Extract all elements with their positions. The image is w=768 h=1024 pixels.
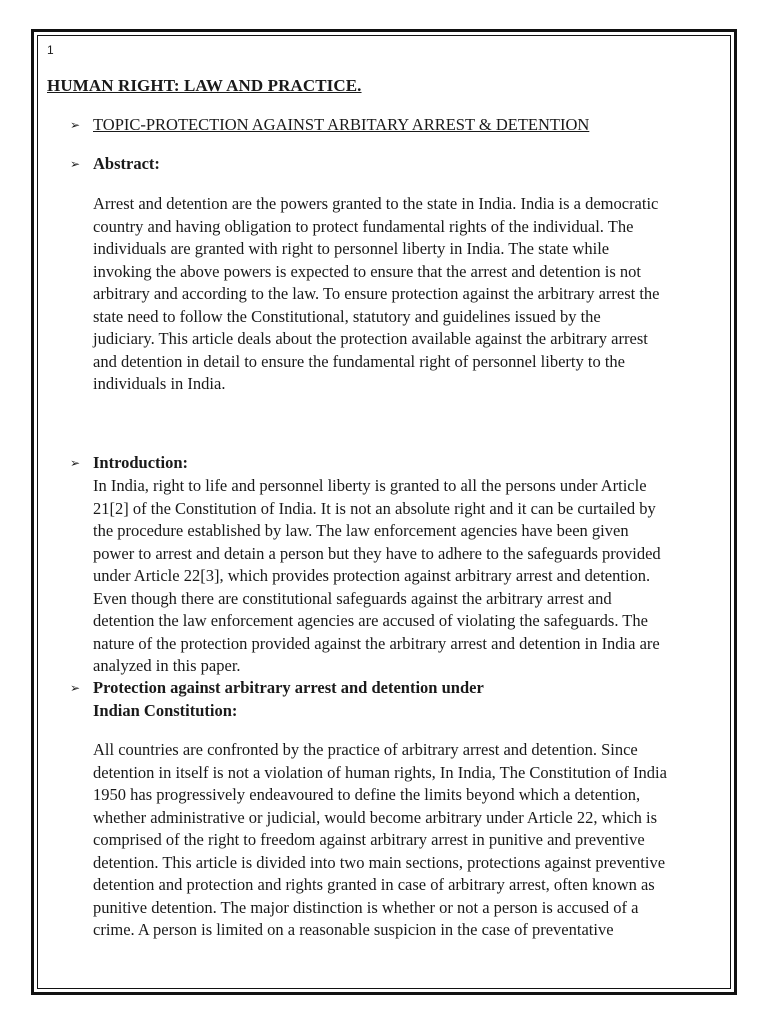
arrow-bullet-icon: ➢ <box>70 681 81 695</box>
paragraph-line: under Article 22[3], which provides protection against arbitrary arrest and detention. <box>93 566 651 585</box>
protection-bullet <box>70 677 484 722</box>
paragraph-line: punitive detention. The major distinction is whether or not a person is accused of a <box>93 897 639 917</box>
introduction-bullet <box>70 453 188 473</box>
paragraph-line: individuals are granted with right to personnel liberty in India. The state while <box>93 239 610 258</box>
paragraph-line: the procedure established by law. The law enforcement agencies have been given <box>93 521 629 540</box>
paragraph-line: state need to follow the Constitutional, statutory and guidelines issued by the <box>93 306 601 326</box>
protection-heading-line2: Indian Constitution: <box>93 700 238 720</box>
paragraph-line: comprised of the right to freedom against arbitrary arrest in punitive and preventive <box>93 830 645 849</box>
paragraph-line: power to arrest and detain a person but they have to adhere to the safeguards provided <box>93 543 661 563</box>
arrow-bullet-icon: ➢ <box>70 456 81 470</box>
paragraph-line: 21[2] of the Constitution of India. It is not an absolute right and it can be curtailed by <box>93 498 656 518</box>
paragraph-line: detention and protection and rights granted in case of arbitrary arrest, often known as <box>93 875 655 894</box>
paragraph-line: arbitrary and according to the law. To ensure protection against the arbitrary arrest the <box>93 284 660 303</box>
paragraph-line: detention. This article is divided into two main sections, protections against preventive <box>93 852 666 872</box>
abstract-heading: Abstract: <box>93 154 160 173</box>
abstract-bullet <box>70 154 160 174</box>
paragraph-line: Arrest and detention are the powers granted to the state in India. India is a democratic <box>93 194 659 213</box>
introduction-heading: Introduction: <box>93 453 189 472</box>
paragraph-line: All countries are confronted by the practice of arbitrary arrest and detention. Since <box>93 740 638 759</box>
protection-heading-line1: Protection against arbitrary arrest and detention under <box>93 678 484 697</box>
paragraph-line: In India, right to life and personnel liberty is granted to all the persons under Article <box>93 476 647 495</box>
abstract-paragraph <box>93 193 723 396</box>
paragraph-line: analyzed in this paper. <box>93 656 241 675</box>
paragraph-line: whether administrative or judicial, would become arbitrary under Article 22, which is <box>93 807 658 827</box>
paragraph-line: invoking the above powers is expected to ensure that the arrest and detention is not <box>93 261 642 281</box>
paragraph-line: 1950 has progressively endeavoured to define the limits beyond which a detention, <box>93 785 641 804</box>
paragraph-line: detention in itself is not a violation of human rights, In India, The Constitution of India <box>93 762 667 782</box>
protection-paragraph <box>93 739 723 942</box>
page-number: 1 <box>47 43 54 57</box>
arrow-bullet-icon: ➢ <box>70 118 81 132</box>
topic-text: TOPIC-PROTECTION AGAINST ARBITARY ARREST & DETENTION <box>93 115 590 134</box>
paragraph-line: judiciary. This article deals about the protection available against the arbitrary arrest <box>93 329 648 348</box>
paragraph-line: detention the law enforcement agencies are accused of violating the safeguards. The <box>93 611 648 630</box>
arrow-bullet-icon: ➢ <box>70 157 81 171</box>
topic-bullet <box>70 115 589 135</box>
introduction-paragraph <box>93 475 723 678</box>
paragraph-line: country and having obligation to protect fundamental rights of the individual. The <box>93 216 634 236</box>
paragraph-line: crime. A person is limited on a reasonable suspicion in the case of preventative <box>93 920 614 939</box>
paragraph-line: Even though there are constitutional safeguards against the arbitrary arrest and <box>93 588 612 608</box>
paragraph-line: individuals in India. <box>93 374 226 393</box>
paragraph-line: nature of the protection provided against the arbitrary arrest and detention in India are <box>93 633 660 653</box>
document-title: HUMAN RIGHT: LAW AND PRACTICE. <box>47 76 362 95</box>
paragraph-line: and detention in detail to ensure the fundamental right of personnel liberty to the <box>93 351 625 371</box>
